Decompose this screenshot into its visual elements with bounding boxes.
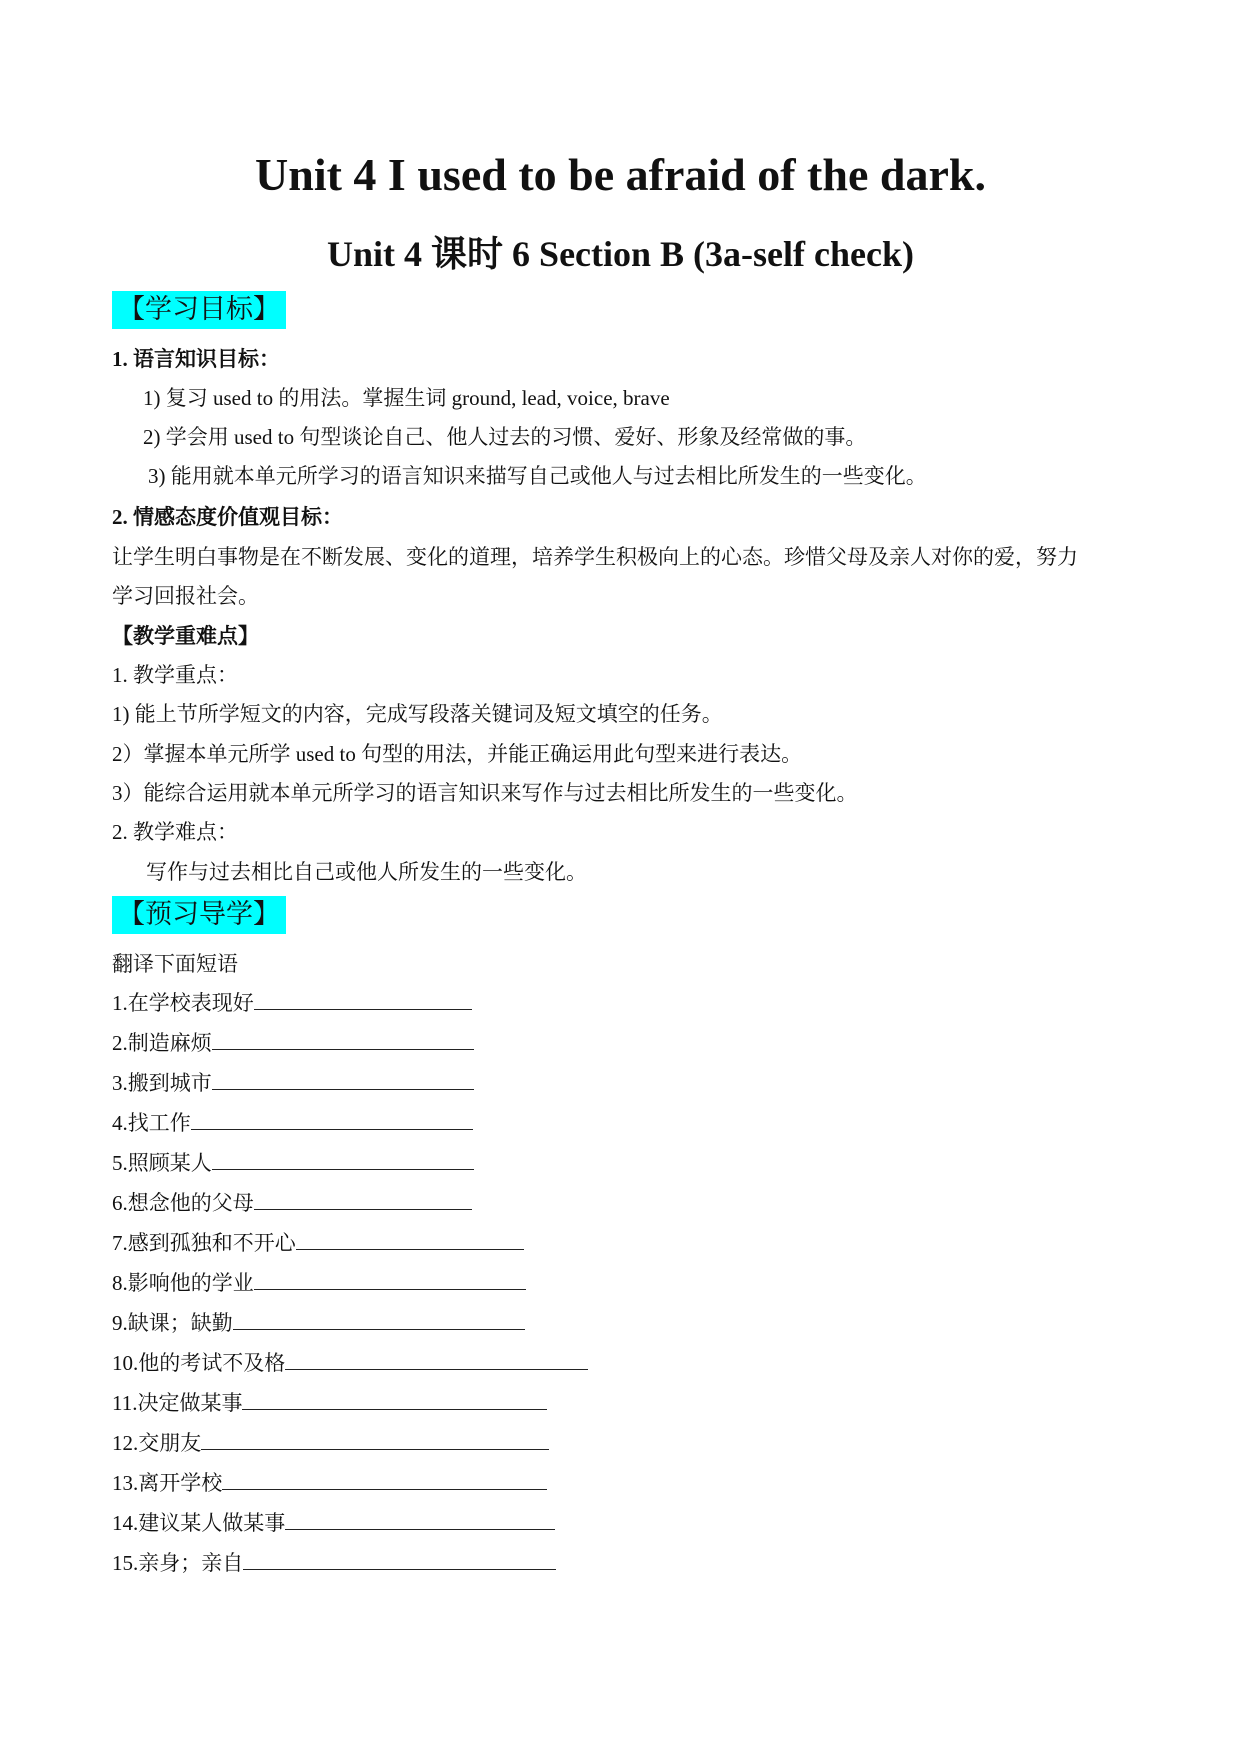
phrase-prompt: 11.决定做某事 <box>112 1391 243 1415</box>
focus-item: 1) 能上节所学短文的内容，完成写段落关键词及短文填空的任务。 <box>112 702 723 726</box>
phrase-prompt: 4.找工作 <box>112 1111 191 1135</box>
preview-item <box>112 1108 473 1137</box>
preview-heading: 【预习导学】 <box>112 896 286 934</box>
phrase-prompt: 1.在学校表现好 <box>112 991 254 1015</box>
phrase-prompt: 3.搬到城市 <box>112 1071 212 1095</box>
preview-item <box>112 1348 588 1377</box>
phrase-prompt: 5.照顾某人 <box>112 1151 212 1175</box>
answer-blank[interactable] <box>254 1268 526 1290</box>
answer-blank[interactable] <box>285 1508 555 1530</box>
knowledge-item: 1) 复习 used to 的用法。掌握生词 ground, lead, voice, brave <box>143 386 670 410</box>
preview-item <box>112 1388 547 1417</box>
answer-blank[interactable] <box>201 1428 549 1450</box>
focus-item: 2）掌握本单元所学 used to 句型的用法，并能正确运用此句型来进行表达。 <box>112 742 803 766</box>
emotion-text: 学习回报社会。 <box>112 584 259 608</box>
phrase-prompt: 15.亲身；亲自 <box>112 1551 244 1575</box>
phrase-prompt: 13.离开学校 <box>112 1471 223 1495</box>
difficulty-heading: 2. 教学难点： <box>112 820 238 844</box>
difficulty-text: 写作与过去相比自己或他人所发生的一些变化。 <box>146 860 587 884</box>
preview-item <box>112 1068 474 1097</box>
focus-item: 3）能综合运用就本单元所学习的语言知识来写作与过去相比所发生的一些变化。 <box>112 781 858 805</box>
answer-blank[interactable] <box>191 1108 473 1130</box>
page-subtitle: Unit 4 课时 6 Section B (3a-self check) <box>327 234 914 274</box>
answer-blank[interactable] <box>254 988 472 1010</box>
phrase-prompt: 9.缺课；缺勤 <box>112 1311 233 1335</box>
preview-item <box>112 1308 525 1337</box>
preview-item <box>112 1228 524 1257</box>
goals-heading: 【学习目标】 <box>112 291 286 329</box>
answer-blank[interactable] <box>212 1068 474 1090</box>
preview-item <box>112 1148 474 1177</box>
answer-blank[interactable] <box>254 1188 472 1210</box>
preview-item <box>112 1268 526 1297</box>
preview-item <box>112 1468 547 1497</box>
phrase-prompt: 10.他的考试不及格 <box>112 1351 286 1375</box>
phrase-prompt: 14.建议某人做某事 <box>112 1511 286 1535</box>
emotion-heading: 2. 情感态度价值观目标： <box>112 505 343 529</box>
answer-blank[interactable] <box>222 1468 547 1490</box>
phrase-prompt: 6.想念他的父母 <box>112 1191 254 1215</box>
answer-blank[interactable] <box>212 1148 474 1170</box>
preview-instruction: 翻译下面短语 <box>112 952 238 976</box>
preview-item <box>112 1428 549 1457</box>
answer-blank[interactable] <box>242 1388 547 1410</box>
answer-blank[interactable] <box>233 1308 525 1330</box>
answer-blank[interactable] <box>296 1228 524 1250</box>
page-title: Unit 4 I used to be afraid of the dark. <box>255 149 986 200</box>
preview-item <box>112 1028 474 1057</box>
focus-heading: 1. 教学重点： <box>112 663 238 687</box>
preview-item <box>112 1548 556 1577</box>
preview-item <box>112 1188 472 1217</box>
preview-item <box>112 1508 555 1537</box>
key-points-heading: 【教学重难点】 <box>112 624 259 648</box>
phrase-prompt: 7.感到孤独和不开心 <box>112 1231 296 1255</box>
knowledge-item: 3) 能用就本单元所学习的语言知识来描写自己或他人与过去相比所发生的一些变化。 <box>148 464 927 488</box>
knowledge-item: 2) 学会用 used to 句型谈论自己、他人过去的习惯、爱好、形象及经常做的事。 <box>143 425 867 449</box>
phrase-prompt: 8.影响他的学业 <box>112 1271 254 1295</box>
knowledge-heading: 1. 语言知识目标： <box>112 347 280 371</box>
answer-blank[interactable] <box>212 1028 474 1050</box>
phrase-prompt: 2.制造麻烦 <box>112 1031 212 1055</box>
answer-blank[interactable] <box>243 1548 556 1570</box>
answer-blank[interactable] <box>285 1348 588 1370</box>
preview-item <box>112 988 472 1017</box>
emotion-text: 让学生明白事物是在不断发展、变化的道理，培养学生积极向上的心态。珍惜父母及亲人对你的爱，努力 <box>112 545 1078 569</box>
phrase-prompt: 12.交朋友 <box>112 1431 202 1455</box>
